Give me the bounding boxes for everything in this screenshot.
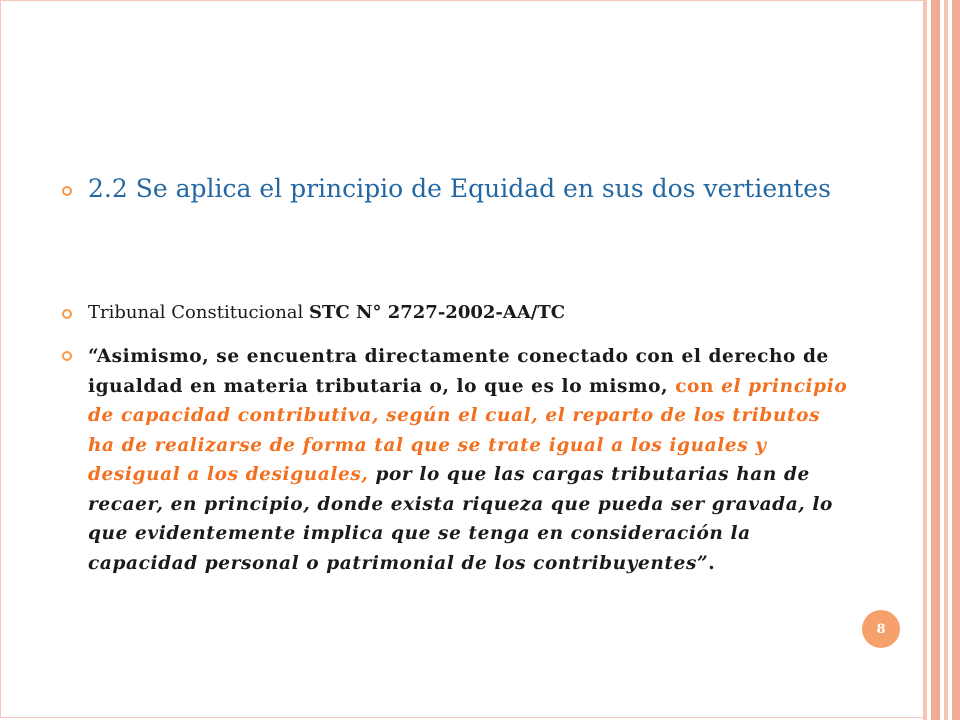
quote-principle: el principio de capacidad contributiva, según el cual, el reparto de los tributos ha de realizarse de forma tal que se trate igual a los iguales y desigual a los desiguales, (88, 375, 848, 485)
stripe (931, 0, 940, 720)
decorative-stripes (923, 0, 960, 720)
stripe (952, 0, 960, 720)
case-code: STC N° 2727-2002-AA/TC (309, 302, 566, 323)
stripe (944, 0, 948, 720)
quote-text (88, 342, 848, 578)
bullet-icon (62, 186, 72, 196)
quote-rest: por lo que las cargas tributarias han de recaer, en principio, donde exista riqueza que pueda ser gravada, lo que evidentemente implica que se tenga en consideración la capacidad personal o patrimonial de los contribuyentes” (88, 464, 833, 574)
tribunal-line (88, 300, 565, 326)
quote-period: . (708, 552, 716, 574)
tribunal-label: Tribunal Constitucional (88, 302, 304, 323)
stripe (923, 0, 927, 720)
bullet-icon (62, 309, 72, 319)
bullet-icon (62, 351, 72, 361)
slide-heading: 2.2 Se aplica el principio de Equidad en sus dos vertientes (88, 174, 831, 203)
page-number-badge: 8 (862, 610, 900, 648)
quote-open: “Asimismo, se encuentra directamente conectado con el derecho de igualdad en materia tributaria o, lo que es lo mismo, (88, 346, 829, 397)
quote-con: con (675, 375, 722, 397)
